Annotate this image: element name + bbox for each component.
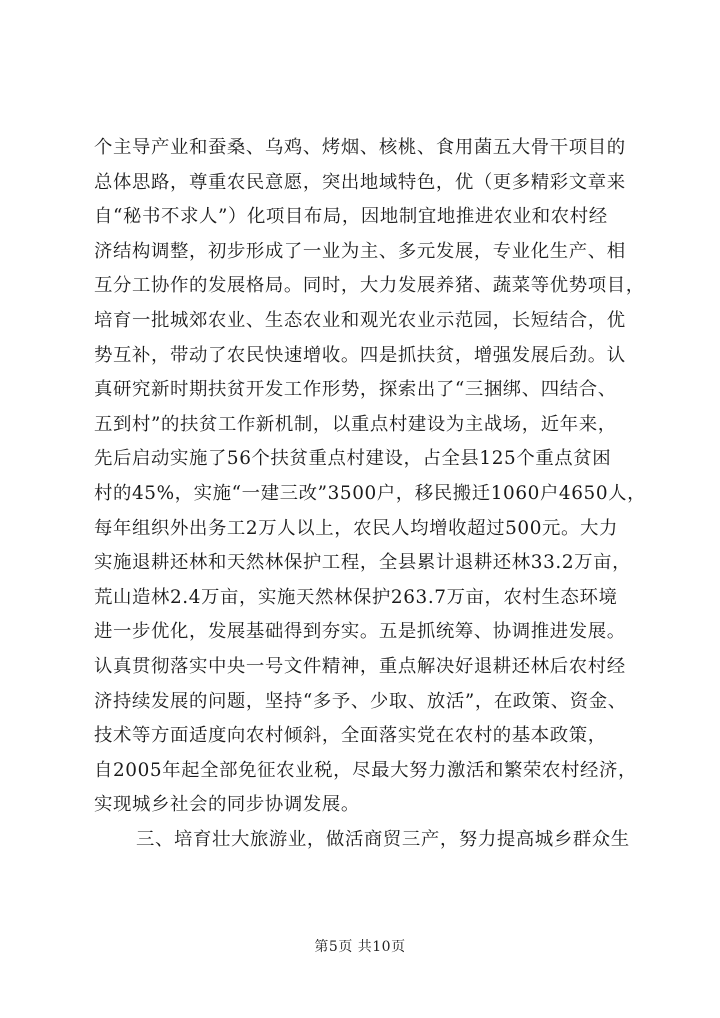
text-line: 实施退耕还林和天然林保护工程，全县累计退耕还林33.2万亩， xyxy=(94,552,632,574)
text-line: 五到村”的扶贫工作新机制，以重点村建设为主战场，近年来， xyxy=(94,413,617,435)
text-line: 认真贯彻落实中央一号文件精神，重点解决好退耕还林后农村经 xyxy=(94,655,626,677)
text-line: 互分工协作的发展格局。同时，大力发展养猪、蔬菜等优势项目， xyxy=(94,275,645,297)
text-line: 培育一批城郊农业、生态农业和观光农业示范园，长短结合，优 xyxy=(94,309,626,331)
text-line: 进一步优化，发展基础得到夯实。五是抓统筹、协调推进发展。 xyxy=(94,621,626,643)
text-line: 每年组织外出务工2万人以上，农民人均增收超过500元。大力 xyxy=(94,517,618,539)
text-line: 真研究新时期扶贫开发工作形势，探索出了“三捆绑、四结合、 xyxy=(94,379,617,401)
text-line: 总体思路，尊重农民意愿，突出地域特色，优（更多精彩文章来 xyxy=(94,171,626,193)
body-text xyxy=(94,131,654,857)
text-line: 先后启动实施了56个扶贫重点村建设，占全县125个重点贫困 xyxy=(94,448,612,470)
text-line: 济结构调整，初步形成了一业为主、多元发展，专业化生产、相 xyxy=(94,240,626,262)
text-line: 自2005年起全部免征农业税，尽最大努力激活和繁荣农村经济， xyxy=(94,759,637,781)
text-line: 技术等方面适度向农村倾斜，全面落实党在农村的基本政策， xyxy=(94,725,607,747)
section-heading-line: 三、培育壮大旅游业，做活商贸三产，努力提高城乡群众生 xyxy=(136,828,630,850)
text-line: 济持续发展的问题，坚持“多予、少取、放活”，在政策、资金、 xyxy=(94,690,627,712)
text-line: 自“秘书不求人”）化项目布局，因地制宜地推进农业和农村经 xyxy=(94,206,608,228)
page-footer: 第5页 共10页 xyxy=(314,939,406,955)
text-line: 荒山造林2.4万亩，实施天然林保护263.7万亩，农村生态环境 xyxy=(94,586,618,608)
text-line: 个主导产业和蚕桑、乌鸡、烤烟、核桃、食用菌五大骨干项目的 xyxy=(94,137,626,158)
text-line: 势互补，带动了农民快速增收。四是抓扶贫，增强发展后劲。认 xyxy=(94,344,626,366)
text-line: 实现城乡社会的同步协调发展。 xyxy=(94,794,360,816)
text-line: 村的45%，实施“一建三改”3500户，移民搬迁1060户4650人， xyxy=(94,482,647,504)
